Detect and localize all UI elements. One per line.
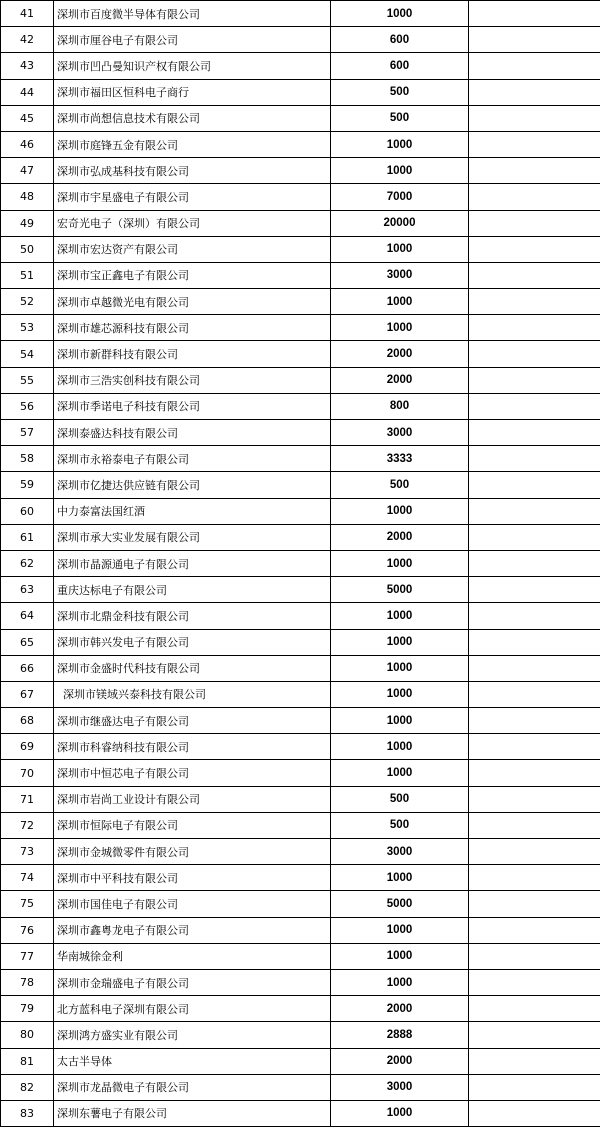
- row-number: 71: [1, 786, 54, 812]
- row-number: 73: [1, 839, 54, 865]
- remarks-cell: [469, 969, 600, 995]
- row-number: 52: [1, 289, 54, 315]
- table-row: [1, 53, 600, 79]
- donation-amount: 800: [331, 393, 469, 419]
- row-number: 67: [1, 681, 54, 707]
- remarks-cell: [469, 550, 600, 576]
- remarks-cell: [469, 655, 600, 681]
- table-row: [1, 498, 600, 524]
- donation-amount: 3000: [331, 1074, 469, 1100]
- company-name: 北方蓝科电子深圳有限公司: [54, 996, 331, 1022]
- company-name: 深圳泰盛达科技有限公司: [54, 420, 331, 446]
- row-number: 74: [1, 865, 54, 891]
- remarks-cell: [469, 393, 600, 419]
- donation-amount: 1000: [331, 1100, 469, 1126]
- table-row: [1, 158, 600, 184]
- table-row: [1, 839, 600, 865]
- remarks-cell: [469, 158, 600, 184]
- remarks-cell: [469, 1022, 600, 1048]
- table-row: [1, 865, 600, 891]
- remarks-cell: [469, 734, 600, 760]
- row-number: 78: [1, 969, 54, 995]
- company-name: 深圳市晶源通电子有限公司: [54, 550, 331, 576]
- company-name: 深圳市凹凸曼知识产权有限公司: [54, 53, 331, 79]
- remarks-cell: [469, 315, 600, 341]
- table-row: [1, 105, 600, 131]
- table-row: [1, 393, 600, 419]
- company-name: 太古半导体: [54, 1048, 331, 1074]
- company-name: 深圳市龙晶微电子有限公司: [54, 1074, 331, 1100]
- company-name: 深圳东薯电子有限公司: [54, 1100, 331, 1126]
- company-name: 深圳市金盛时代科技有限公司: [54, 655, 331, 681]
- row-number: 79: [1, 996, 54, 1022]
- row-number: 59: [1, 472, 54, 498]
- table-row: [1, 629, 600, 655]
- donation-amount: 20000: [331, 210, 469, 236]
- donation-amount: 1000: [331, 131, 469, 157]
- table-row: [1, 472, 600, 498]
- row-number: 45: [1, 105, 54, 131]
- donation-amount: 1000: [331, 315, 469, 341]
- table-row: [1, 577, 600, 603]
- company-name: 深圳市新群科技有限公司: [54, 341, 331, 367]
- donation-amount: 1000: [331, 236, 469, 262]
- donation-amount: 1000: [331, 1, 469, 27]
- table-row: [1, 760, 600, 786]
- row-number: 60: [1, 498, 54, 524]
- row-number: 80: [1, 1022, 54, 1048]
- row-number: 82: [1, 1074, 54, 1100]
- remarks-cell: [469, 420, 600, 446]
- remarks-cell: [469, 367, 600, 393]
- company-name: 深圳市岩尚工业设计有限公司: [54, 786, 331, 812]
- remarks-cell: [469, 236, 600, 262]
- company-name: 深圳市永裕泰电子有限公司: [54, 446, 331, 472]
- remarks-cell: [469, 498, 600, 524]
- remarks-cell: [469, 996, 600, 1022]
- table-row: [1, 1048, 600, 1074]
- donation-amount: 1000: [331, 865, 469, 891]
- company-name: 深圳市雄芯源科技有限公司: [54, 315, 331, 341]
- donation-amount: 600: [331, 27, 469, 53]
- donation-amount: 2000: [331, 341, 469, 367]
- donation-amount: 600: [331, 53, 469, 79]
- remarks-cell: [469, 917, 600, 943]
- company-name: 深圳市继盛达电子有限公司: [54, 708, 331, 734]
- remarks-cell: [469, 577, 600, 603]
- company-name: 深圳市庭锋五金有限公司: [54, 131, 331, 157]
- remarks-cell: [469, 184, 600, 210]
- table-row: [1, 289, 600, 315]
- remarks-cell: [469, 681, 600, 707]
- company-name: 深圳市镁域兴泰科技有限公司: [54, 681, 331, 707]
- row-number: 75: [1, 891, 54, 917]
- company-name: 深圳市宝正鑫电子有限公司: [54, 262, 331, 288]
- donation-amount: 2000: [331, 1048, 469, 1074]
- table-row: [1, 812, 600, 838]
- remarks-cell: [469, 131, 600, 157]
- donation-amount: 2000: [331, 367, 469, 393]
- donation-amount: 1000: [331, 681, 469, 707]
- table-row: [1, 681, 600, 707]
- donation-amount: 500: [331, 472, 469, 498]
- table-row: [1, 943, 600, 969]
- donation-amount: 1000: [331, 550, 469, 576]
- company-name: 深圳市北鼎金科技有限公司: [54, 603, 331, 629]
- remarks-cell: [469, 446, 600, 472]
- donation-amount: 1000: [331, 289, 469, 315]
- table-row: [1, 420, 600, 446]
- row-number: 42: [1, 27, 54, 53]
- table-row: [1, 1100, 600, 1126]
- company-name: 深圳市金瑞盛电子有限公司: [54, 969, 331, 995]
- company-name: 宏奇光电子（深圳）有限公司: [54, 210, 331, 236]
- table-row: [1, 655, 600, 681]
- company-name: 深圳市亿捷达供应链有限公司: [54, 472, 331, 498]
- donation-amount: 1000: [331, 603, 469, 629]
- row-number: 51: [1, 262, 54, 288]
- donation-amount: 1000: [331, 629, 469, 655]
- donation-amount: 3000: [331, 262, 469, 288]
- donation-amount: 500: [331, 105, 469, 131]
- table-row: [1, 996, 600, 1022]
- row-number: 70: [1, 760, 54, 786]
- donation-amount: 5000: [331, 577, 469, 603]
- table-row: [1, 446, 600, 472]
- donation-amount: 3000: [331, 839, 469, 865]
- company-name: 深圳市金城微零件有限公司: [54, 839, 331, 865]
- donation-amount: 1000: [331, 734, 469, 760]
- donation-amount: 2000: [331, 996, 469, 1022]
- donation-amount: 2000: [331, 524, 469, 550]
- donation-amount: 1000: [331, 655, 469, 681]
- remarks-cell: [469, 891, 600, 917]
- company-name: 深圳市福田区恒科电子商行: [54, 79, 331, 105]
- table-row: [1, 315, 600, 341]
- donation-amount: 3333: [331, 446, 469, 472]
- remarks-cell: [469, 289, 600, 315]
- donation-amount: 7000: [331, 184, 469, 210]
- row-number: 50: [1, 236, 54, 262]
- row-number: 55: [1, 367, 54, 393]
- remarks-cell: [469, 812, 600, 838]
- table-row: [1, 734, 600, 760]
- company-name: 深圳市鑫粤龙电子有限公司: [54, 917, 331, 943]
- row-number: 83: [1, 1100, 54, 1126]
- remarks-cell: [469, 865, 600, 891]
- table-row: [1, 1, 600, 27]
- remarks-cell: [469, 262, 600, 288]
- remarks-cell: [469, 27, 600, 53]
- row-number: 43: [1, 53, 54, 79]
- donation-amount: 2888: [331, 1022, 469, 1048]
- table-row: [1, 969, 600, 995]
- table-row: [1, 367, 600, 393]
- remarks-cell: [469, 1074, 600, 1100]
- row-number: 76: [1, 917, 54, 943]
- table-row: [1, 603, 600, 629]
- row-number: 48: [1, 184, 54, 210]
- remarks-cell: [469, 1048, 600, 1074]
- company-name: 深圳市宏达资产有限公司: [54, 236, 331, 262]
- row-number: 65: [1, 629, 54, 655]
- remarks-cell: [469, 210, 600, 236]
- remarks-cell: [469, 341, 600, 367]
- company-name: 深圳市中平科技有限公司: [54, 865, 331, 891]
- donation-amount: 500: [331, 812, 469, 838]
- row-number: 77: [1, 943, 54, 969]
- row-number: 56: [1, 393, 54, 419]
- company-name: 深圳市宇星盛电子有限公司: [54, 184, 331, 210]
- row-number: 62: [1, 550, 54, 576]
- row-number: 69: [1, 734, 54, 760]
- row-number: 49: [1, 210, 54, 236]
- company-name: 深圳市卓越微光电有限公司: [54, 289, 331, 315]
- donation-amount: 1000: [331, 498, 469, 524]
- remarks-cell: [469, 708, 600, 734]
- table-row: [1, 891, 600, 917]
- remarks-cell: [469, 943, 600, 969]
- row-number: 41: [1, 1, 54, 27]
- company-name: 中力泰富法国红酒: [54, 498, 331, 524]
- remarks-cell: [469, 1, 600, 27]
- table-row: [1, 917, 600, 943]
- remarks-cell: [469, 839, 600, 865]
- row-number: 63: [1, 577, 54, 603]
- remarks-cell: [469, 53, 600, 79]
- row-number: 64: [1, 603, 54, 629]
- remarks-cell: [469, 629, 600, 655]
- row-number: 81: [1, 1048, 54, 1074]
- table-row: [1, 236, 600, 262]
- company-name: 深圳市韩兴发电子有限公司: [54, 629, 331, 655]
- company-name: 深圳市尚想信息技术有限公司: [54, 105, 331, 131]
- remarks-cell: [469, 79, 600, 105]
- table-row: [1, 131, 600, 157]
- donation-amount: 1000: [331, 943, 469, 969]
- remarks-cell: [469, 786, 600, 812]
- company-name: 深圳市百度微半导体有限公司: [54, 1, 331, 27]
- company-name: 华南城徐金利: [54, 943, 331, 969]
- row-number: 53: [1, 315, 54, 341]
- donation-amount: 1000: [331, 708, 469, 734]
- donation-amount: 500: [331, 786, 469, 812]
- row-number: 57: [1, 420, 54, 446]
- table-row: [1, 27, 600, 53]
- remarks-cell: [469, 760, 600, 786]
- company-name: 深圳市弘成基科技有限公司: [54, 158, 331, 184]
- row-number: 61: [1, 524, 54, 550]
- remarks-cell: [469, 603, 600, 629]
- row-number: 46: [1, 131, 54, 157]
- donation-amount: 1000: [331, 760, 469, 786]
- remarks-cell: [469, 524, 600, 550]
- remarks-cell: [469, 472, 600, 498]
- row-number: 58: [1, 446, 54, 472]
- company-name: 深圳市三浩实创科技有限公司: [54, 367, 331, 393]
- company-name: 深圳市科睿纳科技有限公司: [54, 734, 331, 760]
- donation-amount: 1000: [331, 917, 469, 943]
- company-name: 深圳市恒际电子有限公司: [54, 812, 331, 838]
- table-row: [1, 184, 600, 210]
- table-row: [1, 210, 600, 236]
- donation-amount: 1000: [331, 158, 469, 184]
- remarks-cell: [469, 105, 600, 131]
- row-number: 47: [1, 158, 54, 184]
- table-row: [1, 1074, 600, 1100]
- row-number: 66: [1, 655, 54, 681]
- table-body: [1, 1, 600, 1127]
- table-row: [1, 786, 600, 812]
- company-name: 深圳鸿方盛实业有限公司: [54, 1022, 331, 1048]
- donation-amount: 1000: [331, 969, 469, 995]
- table-row: [1, 1022, 600, 1048]
- remarks-cell: [469, 1100, 600, 1126]
- table-row: [1, 708, 600, 734]
- company-name: 深圳市国佳电子有限公司: [54, 891, 331, 917]
- donation-amount: 3000: [331, 420, 469, 446]
- row-number: 54: [1, 341, 54, 367]
- row-number: 68: [1, 708, 54, 734]
- donation-amount: 500: [331, 79, 469, 105]
- table-row: [1, 524, 600, 550]
- company-name: 重庆达标电子有限公司: [54, 577, 331, 603]
- donation-amount: 5000: [331, 891, 469, 917]
- table-row: [1, 79, 600, 105]
- table-row: [1, 341, 600, 367]
- company-name: 深圳市承大实业发展有限公司: [54, 524, 331, 550]
- company-name: 深圳市厘谷电子有限公司: [54, 27, 331, 53]
- row-number: 44: [1, 79, 54, 105]
- company-name: 深圳市季诺电子科技有限公司: [54, 393, 331, 419]
- table-row: [1, 262, 600, 288]
- row-number: 72: [1, 812, 54, 838]
- table-row: [1, 550, 600, 576]
- company-name: 深圳市中恒芯电子有限公司: [54, 760, 331, 786]
